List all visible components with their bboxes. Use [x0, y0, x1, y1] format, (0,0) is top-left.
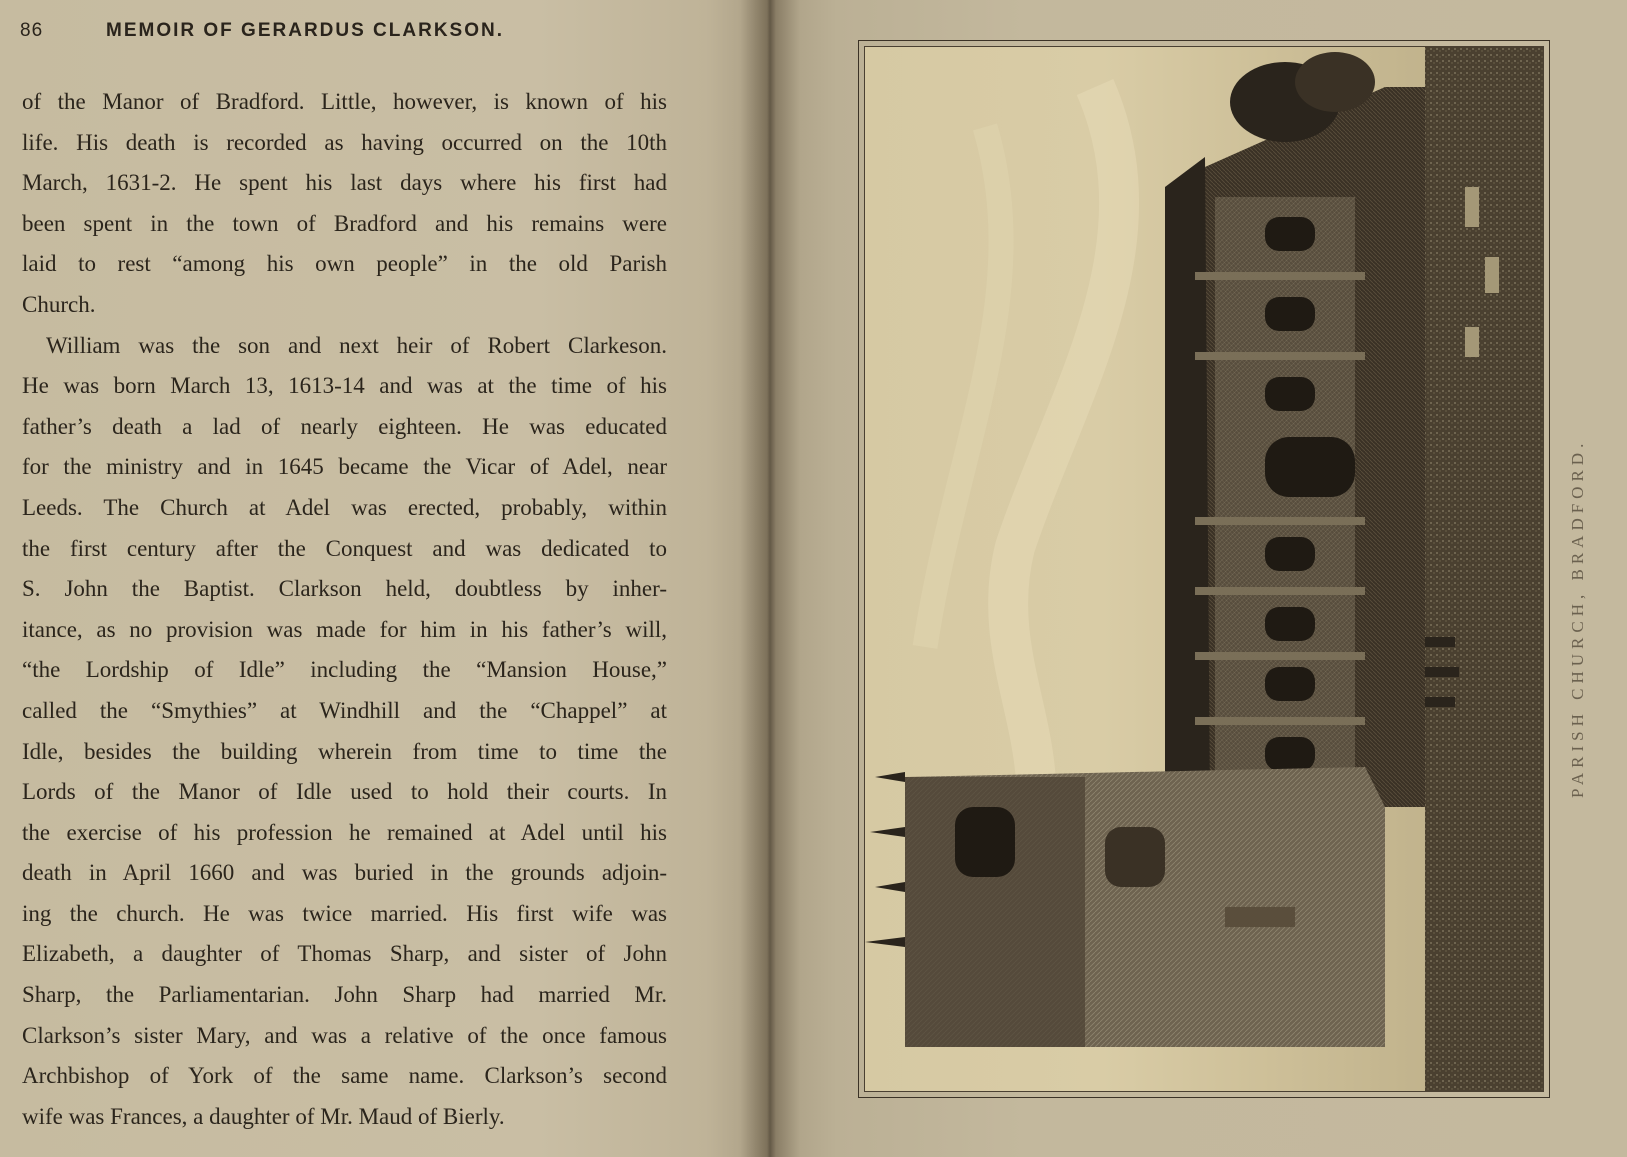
running-title: MEMOIR OF GERARDUS CLARKSON. — [106, 20, 504, 41]
text-line: wife was Frances, a daughter of Mr. Maud of Bierly. — [22, 1103, 505, 1129]
plate-engraving — [864, 46, 1544, 1092]
running-head — [20, 18, 660, 48]
text-line: S. John the Baptist. Clarkson held, doubtless by inher- — [22, 576, 667, 602]
text-line: Idle, besides the building wherein from time to time the — [22, 738, 667, 764]
church-engraving-icon — [865, 47, 1544, 1092]
text-line: Elizabeth, a daughter of Thomas Sharp, and sister of John — [22, 941, 667, 967]
book-gutter — [740, 0, 800, 1157]
text-line: Archbishop of York of the same name. Clarkson’s second — [22, 1063, 667, 1089]
body-text — [22, 82, 667, 1137]
text-line: March, 1631-2. He spent his last days where his first had — [22, 170, 667, 196]
text-line: the first century after the Conquest and was dedicated to — [22, 535, 667, 561]
text-line: death in April 1660 and was buried in the grounds adjoin- — [22, 860, 667, 886]
text-line: the exercise of his profession he remained at Adel until his — [22, 819, 667, 845]
text-line: father’s death a lad of nearly eighteen. He was educated — [22, 413, 667, 439]
text-line: “the Lordship of Idle” including the “Mansion House,” — [22, 657, 667, 683]
left-page — [0, 0, 768, 1157]
text-line: itance, as no provision was made for him in his father’s will, — [22, 616, 667, 642]
page-number: 86 — [20, 20, 44, 41]
text-line: called the “Smythies” at Windhill and the “Chappel” at — [22, 697, 667, 723]
text-line: been spent in the town of Bradford and his remains were — [22, 210, 667, 236]
text-line: ing the church. He was twice married. His first wife was — [22, 900, 667, 926]
text-line: Clarkson’s sister Mary, and was a relative of the once famous — [22, 1022, 667, 1048]
text-line: for the ministry and in 1645 became the Vicar of Adel, near — [22, 454, 667, 480]
text-line: Sharp, the Parliamentarian. John Sharp had married Mr. — [22, 982, 667, 1008]
text-line: Church. — [22, 291, 96, 317]
text-line: Leeds. The Church at Adel was erected, probably, within — [22, 494, 667, 520]
plate-caption: PARISH CHURCH, BRADFORD. — [1568, 438, 1587, 798]
text-line: laid to rest “among his own people” in the old Parish — [22, 251, 667, 277]
text-line: He was born March 13, 1613-14 and was at the time of his — [22, 373, 667, 399]
text-line: William was the son and next heir of Robert Clarkeson. — [46, 332, 667, 358]
text-line: life. His death is recorded as having occurred on the 10th — [22, 129, 667, 155]
text-line: Lords of the Manor of Idle used to hold their courts. In — [22, 779, 667, 805]
text-line: of the Manor of Bradford. Little, however, is known of his — [22, 89, 667, 114]
